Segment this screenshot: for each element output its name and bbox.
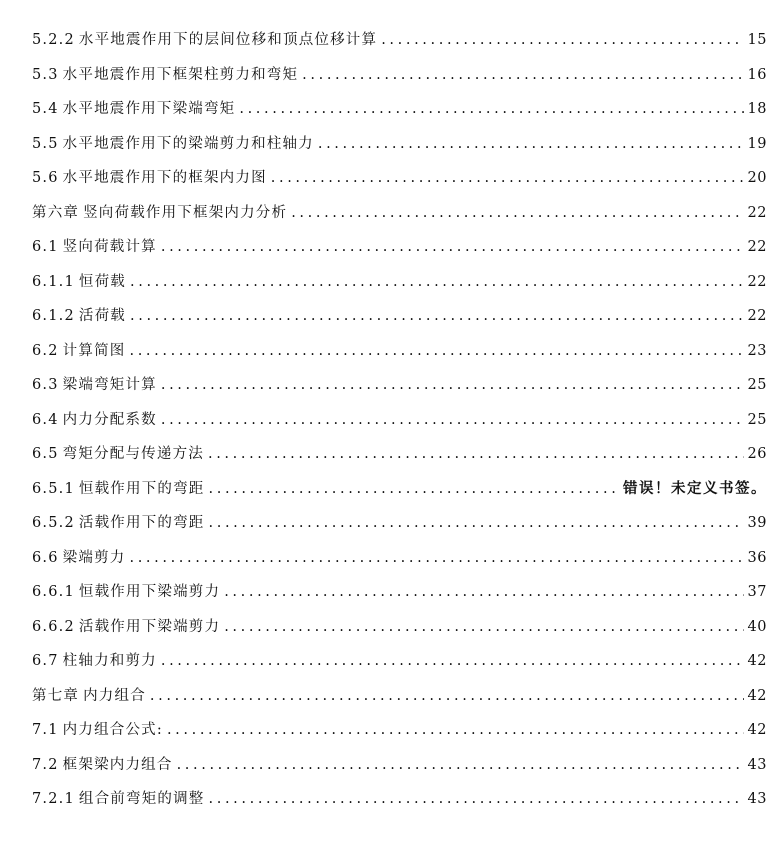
toc-entry-page: 26 — [747, 446, 767, 462]
toc-entry-number: 5.2.2 — [32, 32, 75, 48]
toc-entry-title: 活载作用下的弯距 — [78, 515, 205, 531]
toc-entry[interactable] — [32, 580, 767, 615]
toc-entry-page: 19 — [747, 135, 767, 152]
toc-entry-page: 22 — [747, 239, 767, 255]
toc-entry-number: 第七章 — [32, 687, 80, 704]
toc-entry-page: 42 — [747, 653, 767, 669]
toc-entry-page: 22 — [747, 308, 767, 324]
toc-dot-leader — [161, 412, 744, 428]
toc-entry-title: 恒载作用下梁端剪力 — [78, 584, 221, 600]
toc-entry-number: 6.4 — [32, 411, 59, 428]
toc-entry-number: 6.5 — [32, 446, 59, 462]
toc-entry[interactable] — [32, 787, 767, 822]
toc-entry-number: 7.1 — [32, 722, 59, 738]
toc-dot-leader — [302, 67, 743, 83]
toc-entry[interactable] — [32, 649, 767, 684]
toc-entry[interactable] — [32, 408, 767, 443]
toc-entry-title: 竖向荷载计算 — [62, 239, 157, 255]
toc-entry-title: 内力组合公式: — [62, 722, 163, 738]
toc-dot-leader — [130, 274, 744, 290]
toc-entry-title: 内力分配系数 — [62, 411, 157, 428]
toc-entry[interactable] — [32, 684, 767, 719]
toc-entry-page: 39 — [747, 515, 767, 531]
toc-entry-title: 水平地震作用下梁端弯矩 — [62, 101, 236, 117]
toc-entry-number: 7.2 — [32, 756, 59, 773]
toc-entry-page: 25 — [747, 411, 767, 428]
toc-entry-page: 23 — [747, 342, 767, 359]
toc-entry-title: 活载作用下梁端剪力 — [78, 618, 221, 635]
toc-entry-page: 18 — [747, 101, 767, 117]
toc-dot-leader — [161, 653, 744, 669]
toc-entry-title: 内力组合 — [83, 687, 146, 704]
toc-dot-leader — [209, 515, 744, 531]
toc-entry[interactable] — [32, 97, 767, 132]
toc-dot-leader — [381, 32, 743, 48]
toc-dot-leader — [150, 688, 744, 704]
toc-entry-title: 恒荷载 — [78, 273, 127, 290]
toc-entry-page: 42 — [747, 687, 767, 704]
toc-dot-leader — [209, 481, 619, 497]
toc-entry-title: 组合前弯矩的调整 — [78, 791, 205, 807]
toc-entry-number: 6.6.1 — [32, 584, 75, 600]
toc-entry[interactable] — [32, 615, 767, 650]
toc-entry-number: 5.5 — [32, 135, 59, 152]
toc-entry-page: 22 — [747, 273, 767, 290]
toc-entry[interactable] — [32, 63, 767, 98]
toc-entry[interactable] — [32, 304, 767, 339]
toc-entry-page: 15 — [747, 32, 767, 48]
toc-entry-page-error: 错误！未定义书签。 — [623, 479, 767, 497]
toc-dot-leader — [161, 239, 744, 255]
toc-entry-page: 16 — [747, 66, 767, 83]
toc-entry-title: 活荷载 — [78, 308, 127, 324]
toc-entry-page: 42 — [747, 722, 767, 738]
toc-entry-title: 恒载作用下的弯距 — [78, 480, 205, 497]
toc-entry-number: 5.3 — [32, 66, 59, 83]
toc-entry-number: 7.2.1 — [32, 791, 75, 807]
toc-dot-leader — [161, 377, 744, 393]
toc-entry[interactable] — [32, 511, 767, 546]
toc-entry[interactable] — [32, 546, 767, 581]
toc-dot-leader — [239, 101, 743, 117]
toc-entry[interactable] — [32, 28, 767, 63]
toc-dot-leader — [291, 205, 743, 221]
toc-entry[interactable] — [32, 339, 767, 374]
toc-entry[interactable] — [32, 477, 767, 512]
toc-entry-title: 水平地震作用下框架柱剪力和弯矩 — [62, 66, 299, 83]
toc-entry-title: 竖向荷载作用下框架内力分析 — [83, 204, 288, 221]
toc-dot-leader — [271, 170, 744, 186]
toc-entry[interactable] — [32, 201, 767, 236]
toc-entry-page: 36 — [747, 549, 767, 566]
toc-dot-leader — [318, 136, 744, 152]
toc-entry-number: 6.5.1 — [32, 480, 75, 497]
toc-entry-page: 22 — [747, 204, 767, 221]
toc-entry[interactable] — [32, 373, 767, 408]
toc-dot-leader — [130, 308, 744, 324]
toc-dot-leader — [224, 619, 743, 635]
toc-entry-title: 水平地震作用下的框架内力图 — [62, 170, 267, 186]
toc-dot-leader — [224, 584, 743, 600]
toc-entry-title: 计算简图 — [62, 342, 126, 359]
toc-entry-page: 37 — [747, 584, 767, 600]
table-of-contents — [32, 28, 767, 822]
toc-entry[interactable] — [32, 235, 767, 270]
toc-entry-number: 第六章 — [32, 204, 80, 221]
toc-entry-page: 43 — [747, 756, 767, 773]
toc-dot-leader — [129, 343, 743, 359]
toc-entry-title: 柱轴力和剪力 — [62, 653, 157, 669]
toc-entry-title: 弯矩分配与传递方法 — [62, 446, 204, 462]
toc-dot-leader — [129, 550, 743, 566]
toc-entry-number: 6.1.2 — [32, 308, 75, 324]
toc-entry-title: 梁端弯矩计算 — [62, 377, 157, 393]
toc-entry-title: 水平地震作用下的层间位移和顶点位移计算 — [78, 32, 378, 48]
toc-entry-page: 25 — [747, 377, 767, 393]
toc-dot-leader — [209, 791, 744, 807]
toc-entry[interactable] — [32, 442, 767, 477]
toc-entry-page: 20 — [747, 170, 767, 186]
toc-entry-title: 框架梁内力组合 — [62, 756, 173, 773]
toc-entry[interactable] — [32, 166, 767, 201]
toc-entry[interactable] — [32, 753, 767, 788]
toc-entry-number: 6.1 — [32, 239, 59, 255]
toc-entry[interactable] — [32, 718, 767, 753]
toc-dot-leader — [167, 722, 744, 738]
toc-entry-number: 6.5.2 — [32, 515, 75, 531]
toc-entry-number: 6.7 — [32, 653, 59, 669]
toc-dot-leader — [208, 446, 744, 462]
toc-entry-number: 5.6 — [32, 170, 59, 186]
toc-entry[interactable] — [32, 270, 767, 305]
toc-entry-number: 5.4 — [32, 101, 59, 117]
toc-entry-title: 梁端剪力 — [62, 549, 126, 566]
toc-entry-page: 43 — [747, 791, 767, 807]
toc-entry-number: 6.2 — [32, 342, 59, 359]
toc-dot-leader — [177, 757, 744, 773]
toc-entry-number: 6.6 — [32, 549, 59, 566]
toc-entry-title: 水平地震作用下的梁端剪力和柱轴力 — [62, 135, 314, 152]
toc-entry-number: 6.6.2 — [32, 618, 75, 635]
toc-entry-number: 6.1.1 — [32, 273, 75, 290]
toc-entry-page: 40 — [747, 618, 767, 635]
toc-entry-number: 6.3 — [32, 377, 59, 393]
toc-entry[interactable] — [32, 132, 767, 167]
